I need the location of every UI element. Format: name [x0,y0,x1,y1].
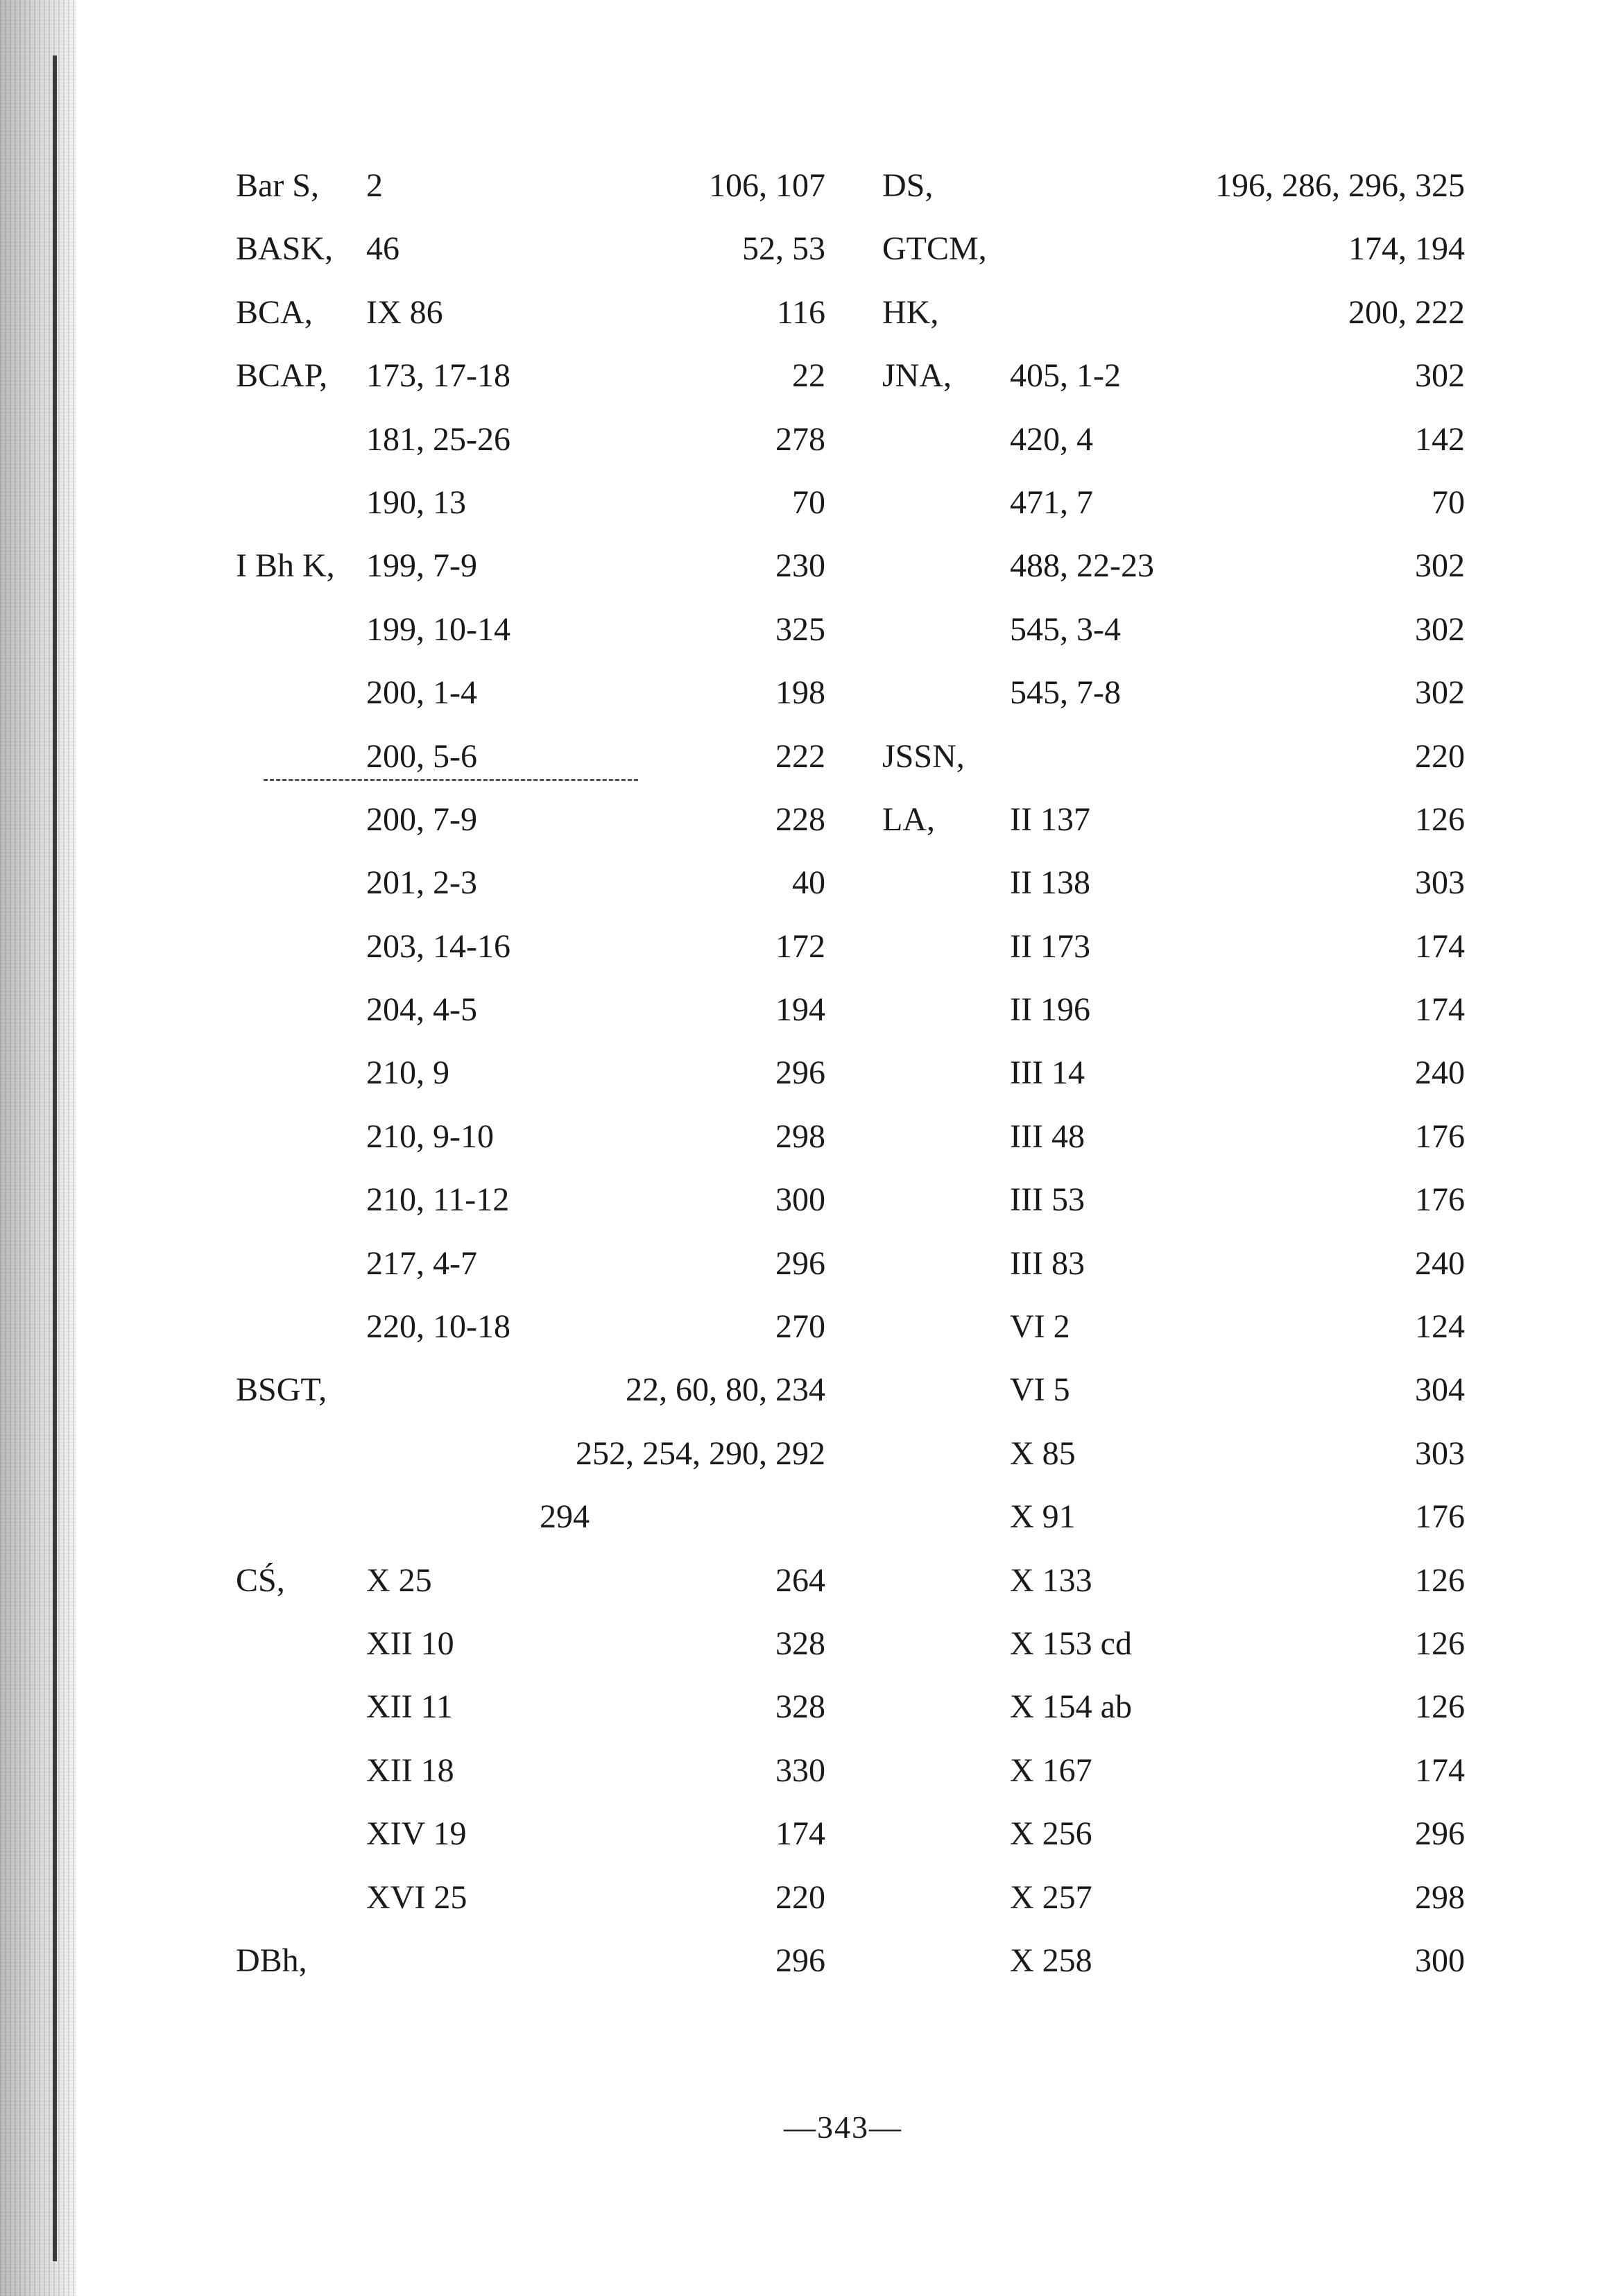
index-entry-row [229,1422,825,1485]
index-entry-row [875,1041,1465,1104]
entry-pages: 325 [775,610,825,648]
entry-pages: 22, 60, 80, 234 [626,1371,825,1409]
entry-reference: VI 5 [1010,1371,1070,1409]
entry-pages: 174 [1415,1751,1465,1789]
index-entry-row [229,1295,825,1358]
index-entry-row [875,1105,1465,1168]
entry-pages: 240 [1415,1244,1465,1282]
entry-pages: 228 [775,800,825,838]
entry-reference: 200, 1-4 [366,674,477,712]
entry-abbreviation: DBh, [236,1942,307,1979]
index-entry-row [875,661,1465,724]
entry-pages: 70 [792,483,825,521]
entry-abbreviation: I Bh K, [236,547,335,585]
index-entry-row [875,915,1465,978]
index-entry-row [875,1675,1465,1738]
index-entry-row [875,408,1465,471]
entry-reference: 46 [366,230,400,268]
entry-reference: XIV 19 [366,1815,467,1853]
index-entry-row [875,1802,1465,1865]
entry-reference: X 256 [1010,1815,1092,1853]
entry-reference: X 133 [1010,1561,1092,1599]
entry-abbreviation: JSSN, [882,737,965,775]
entry-pages: 300 [1415,1942,1465,1979]
entry-pages: 298 [1415,1878,1465,1916]
entry-pages: 200, 222 [1348,293,1465,331]
index-entry-row [875,281,1465,344]
entry-reference: III 83 [1010,1244,1085,1282]
index-entry-row [875,1612,1465,1675]
entry-reference: XII 18 [366,1751,454,1789]
entry-reference: X 167 [1010,1751,1092,1789]
entry-pages: 116 [776,293,825,331]
index-entry-row [229,1675,825,1738]
binding-shadow-line [53,55,57,2261]
entry-abbreviation: LA, [882,800,935,838]
entry-reference: 210, 11-12 [366,1181,510,1219]
entry-reference: 420, 4 [1010,420,1093,458]
index-entry-row [875,534,1465,597]
entry-reference: 200, 7-9 [366,800,477,838]
index-entry-row [875,978,1465,1041]
entry-pages: 264 [775,1561,825,1599]
entry-pages-continued: 294 [540,1498,590,1536]
index-entry-row [875,1422,1465,1485]
index-entry-row [229,1866,825,1929]
entry-pages: 124 [1415,1308,1465,1346]
entry-reference: 201, 2-3 [366,864,477,902]
index-entry-row [229,471,825,534]
entry-reference: 210, 9-10 [366,1117,494,1155]
index-entry-row [229,1802,825,1865]
index-entry-row [229,154,825,217]
entry-reference: 190, 13 [366,483,466,521]
index-entry-row [229,1485,825,1548]
entry-reference: IX 86 [366,293,443,331]
entry-pages: 198 [775,674,825,712]
entry-pages: 252, 254, 290, 292 [576,1434,825,1472]
entry-reference: 471, 7 [1010,483,1093,521]
index-entry-row [229,1739,825,1802]
entry-pages: 220 [775,1878,825,1916]
entry-reference: III 14 [1010,1054,1085,1092]
entry-reference: II 196 [1010,991,1090,1029]
entry-pages: 240 [1415,1054,1465,1092]
entry-pages: 174 [1415,991,1465,1029]
entry-reference: X 153 cd [1010,1625,1132,1662]
scanned-page-edge [0,0,76,2296]
index-entry-row [875,154,1465,217]
entry-reference: VI 2 [1010,1308,1070,1346]
entry-reference: III 53 [1010,1181,1085,1219]
entry-pages: 172 [775,927,825,965]
entry-reference: 217, 4-7 [366,1244,477,1282]
entry-pages: 296 [775,1054,825,1092]
index-entry-row [229,788,825,851]
index-entry-row [229,1105,825,1168]
entry-pages: 22 [792,357,825,395]
index-entry-row [875,1168,1465,1231]
entry-pages: 176 [1415,1117,1465,1155]
index-entry-row [229,1041,825,1104]
entry-reference: 204, 4-5 [366,991,477,1029]
entry-reference: X 85 [1010,1434,1076,1472]
entry-reference: X 91 [1010,1498,1076,1536]
entry-reference: XVI 25 [366,1878,467,1916]
index-entry-row [229,217,825,280]
index-entry-row [229,1232,825,1295]
entry-pages: 302 [1415,610,1465,648]
entry-abbreviation: BASK, [236,230,334,268]
index-entry-row [875,1549,1465,1612]
entry-pages: 126 [1415,1561,1465,1599]
entry-pages: 222 [775,737,825,775]
entry-pages: 142 [1415,420,1465,458]
entry-pages: 298 [775,1117,825,1155]
entry-pages: 174 [775,1815,825,1853]
index-entry-row [229,344,825,407]
entry-pages: 230 [775,547,825,585]
entry-pages: 70 [1432,483,1465,521]
entry-pages: 52, 53 [742,230,825,268]
entry-pages: 126 [1415,1688,1465,1726]
entry-reference: 203, 14-16 [366,927,510,965]
index-entry-row [229,851,825,914]
entry-pages: 296 [1415,1815,1465,1853]
entry-reference: II 138 [1010,864,1090,902]
entry-pages: 302 [1415,357,1465,395]
index-entry-row [875,217,1465,280]
entry-pages: 196, 286, 296, 325 [1215,167,1465,204]
entry-reference: 2 [366,167,383,204]
entry-pages: 303 [1415,1434,1465,1472]
entry-reference: X 154 ab [1010,1688,1132,1726]
entry-pages: 296 [775,1942,825,1979]
entry-pages: 278 [775,420,825,458]
entry-reference: 181, 25-26 [366,420,510,458]
entry-pages: 106, 107 [709,167,825,204]
entry-abbreviation: CŚ, [236,1561,285,1599]
index-entry-row [229,281,825,344]
entry-pages: 126 [1415,1625,1465,1662]
entry-reference: X 258 [1010,1942,1092,1979]
entry-pages: 126 [1415,800,1465,838]
index-entry-row [229,1549,825,1612]
index-entry-row [875,471,1465,534]
entry-pages: 300 [775,1181,825,1219]
index-column-right [875,154,1465,1992]
entry-pages: 174 [1415,927,1465,965]
entry-reference: 405, 1-2 [1010,357,1121,395]
entry-pages: 40 [792,864,825,902]
entry-pages: 328 [775,1625,825,1662]
index-entry-row [875,1232,1465,1295]
entry-pages: 330 [775,1751,825,1789]
entry-pages: 303 [1415,864,1465,902]
index-entry-row [229,915,825,978]
entry-pages: 220 [1415,737,1465,775]
entry-reference: 545, 3-4 [1010,610,1121,648]
entry-abbreviation: Bar S, [236,167,319,204]
entry-abbreviation: BSGT, [236,1371,327,1409]
entry-pages: 194 [775,991,825,1029]
entry-abbreviation: HK, [882,293,939,331]
entry-abbreviation: JNA, [882,357,952,395]
entry-reference: 210, 9 [366,1054,449,1092]
index-entry-row [229,534,825,597]
index-entry-row [875,1485,1465,1548]
entry-reference: 200, 5-6 [366,737,477,775]
entry-reference: II 173 [1010,927,1090,965]
index-entry-row [875,344,1465,407]
dashed-rule [264,779,638,781]
entry-pages: 304 [1415,1371,1465,1409]
index-entry-row [229,598,825,661]
entry-pages: 176 [1415,1181,1465,1219]
entry-reference: II 137 [1010,800,1090,838]
index-column-left [229,154,825,1992]
entry-abbreviation: GTCM, [882,230,987,268]
entry-reference: X 257 [1010,1878,1092,1916]
index-entry-row [875,788,1465,851]
entry-pages: 174, 194 [1348,230,1465,268]
entry-reference: 199, 10-14 [366,610,510,648]
entry-reference: 173, 17-18 [366,357,510,395]
index-entry-row [875,1929,1465,1992]
entry-reference: XII 10 [366,1625,454,1662]
index-entry-row [875,1739,1465,1802]
index-entry-row [229,1929,825,1992]
index-entry-row [875,1866,1465,1929]
index-entry-row [875,598,1465,661]
index-entry-row [229,1358,825,1421]
entry-reference: 199, 7-9 [366,547,477,585]
entry-pages: 328 [775,1688,825,1726]
entry-reference: 220, 10-18 [366,1308,510,1346]
index-entry-row [875,851,1465,914]
entry-reference: XII 11 [366,1688,453,1726]
entry-reference: III 48 [1010,1117,1085,1155]
index-entry-row [229,661,825,724]
entry-pages: 302 [1415,674,1465,712]
index-entry-row [875,1358,1465,1421]
page-number: —343— [784,2109,902,2145]
index-entry-row [229,408,825,471]
entry-abbreviation: BCA, [236,293,313,331]
index-entry-row [229,1612,825,1675]
index-entry-row [229,978,825,1041]
entry-pages: 302 [1415,547,1465,585]
index-entry-row [875,725,1465,788]
index-entry-row [229,1168,825,1231]
entry-reference: X 25 [366,1561,432,1599]
entry-pages: 176 [1415,1498,1465,1536]
entry-reference: 488, 22-23 [1010,547,1154,585]
entry-abbreviation: DS, [882,167,934,204]
entry-pages: 296 [775,1244,825,1282]
entry-reference: 545, 7-8 [1010,674,1121,712]
index-entry-row [875,1295,1465,1358]
entry-abbreviation: BCAP, [236,357,328,395]
entry-pages: 270 [775,1308,825,1346]
